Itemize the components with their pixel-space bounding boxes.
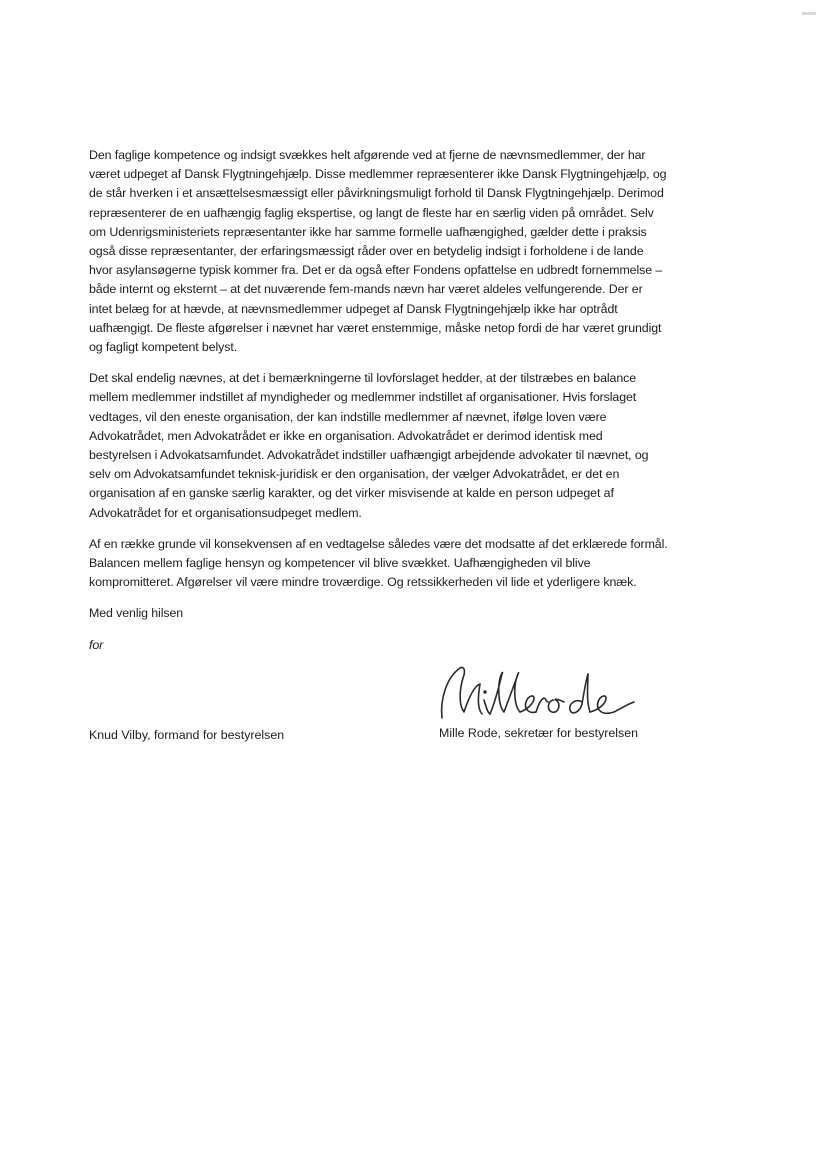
scan-artifact	[802, 12, 816, 15]
paragraph-2: Det skal endelig nævnes, at det i bemærkningerne til lovforslaget hedder, at der tilstræbes en balance mellem medlemmer indstillet af myndigheder og medlemmer indstillet af organisationer. Hvis forslaget vedtages, vil den eneste organisation, der kan indstille medlemmer af nævnet, ifølge loven være Advokatrådet, men Advokatrådet er ikke en organisation. Advokatrådet er derimod identisk med bestyrelsen i Advokatsamfundet. Advokatrådet indstiller uafhængigt arbejdende advokater til nævnet, og selv om Advokatsamfundet teknisk-juridisk er den organisation, der vælger Advokatrådet, er det en organisation af en ganske særlig karakter, og det virker misvisende at kalde en person udpeget af Advokatrådet for et organisationsudpeget medlem.	[89, 371, 649, 520]
paragraph-1: Den faglige kompetence og indsigt svækkes helt afgørende ved at fjerne de nævnsmedlemmer, der har været udpeget af Dansk Flygtningehjælp. Disse medlemmer repræsenterer ikke Dansk Flygtningehjælp, og de står hverken i et ansættelsesmæssigt eller påvirkningsmuligt forhold til Dansk Flygtningehjælp. Derimod repræsenterer de en uafhængig faglig ekspertise, og langt de fleste har en særlig viden på området. Selv om Udenrigsministeriets repræsentanter ikke har samme formelle uafhængighed, gælder dette i praksis også disse repræsentanter, der erfaringsmæssigt råder over en betydelig indsigt i forholdene i de lande hvor asylansøgerne typisk kommer fra. Det er da også efter Fondens opfattelse en udbredt fornemmelse – både internt og eksternt – at det nuværende fem-mands nævn har været aldeles velfungerende. Der er intet belæg for at hævde, at nævnsmedlemmer udpeget af Dansk Flygtningehjælp ikke har optrådt uafhængigt. De fleste afgørelser i nævnet har været enstemmige, måske netop fordi de har været grundigt og fagligt kompetent belyst.	[89, 148, 667, 355]
letter-body	[89, 146, 739, 655]
signatory-left: Knud Vilby, formand for bestyrelsen	[89, 728, 285, 742]
handwritten-signature	[430, 660, 650, 730]
signatory-right: Mille Rode, sekretær for bestyrelsen	[439, 726, 639, 740]
for-label: for	[89, 637, 104, 652]
paragraph-3: Af en række grunde vil konsekvensen af en vedtagelse således være det modsatte af det erklærede formål. Balancen mellem faglige hensyn og kompetencer vil blive svækket. Uafhængigheden vil blive kompromitteret. Afgørelser vil være mindre troværdige. Og retssikkerheden vil lide et yderligere knæk.	[89, 536, 668, 590]
closing-greeting: Med venlig hilsen	[89, 606, 184, 621]
